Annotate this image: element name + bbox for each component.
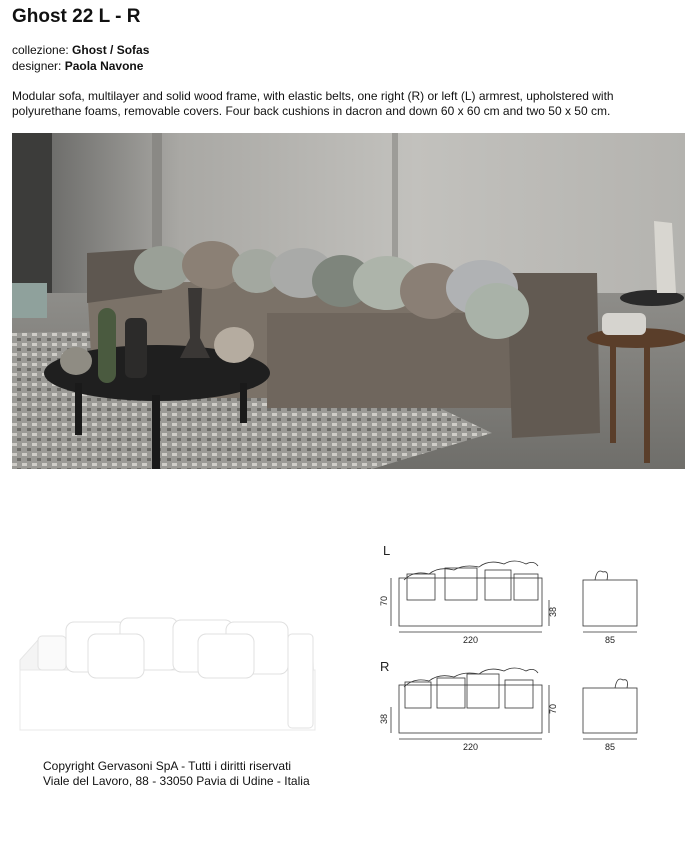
r-height-label: 70 (548, 703, 558, 714)
product-photo (12, 133, 685, 469)
designer-line (12, 59, 143, 73)
product-title: Ghost 22 L - R (12, 6, 141, 27)
sofa-product-sketch (18, 600, 318, 740)
address-line: Viale del Lavoro, 88 - 33050 Pavia di Udine - Italia (43, 774, 310, 788)
product-description: Modular sofa, multilayer and solid wood frame, with elastic belts, one right (R) or left (L) armrest, upholstered with polyurethane foams, removable covers. Four back cushions in dacron and down 60 x 60 cm and two 50 x 50 cm. (12, 89, 614, 118)
r-depth-label: 85 (605, 742, 616, 752)
copyright-line: Copyright Gervasoni SpA - Tutti i diritti riservati (43, 759, 292, 773)
collection-label: collezione: (12, 43, 69, 57)
designer-label: designer: (12, 59, 62, 73)
l-height-label: 70 (379, 595, 389, 606)
designer-value: Paola Navone (64, 59, 144, 73)
white-sofa-illustration (18, 600, 318, 740)
l-width-label: 220 (463, 635, 479, 645)
drawing-label-l: L (383, 543, 391, 558)
r-seat-label: 38 (379, 713, 389, 724)
r-width-label: 220 (463, 742, 479, 752)
technical-drawings (349, 540, 649, 760)
dimension-drawings (349, 540, 649, 760)
l-depth-label: 85 (605, 635, 616, 645)
collection-line (12, 43, 149, 57)
l-seat-label: 38 (548, 606, 558, 617)
collection-value: Ghost / Sofas (72, 43, 150, 57)
drawing-label-r: R (380, 659, 390, 674)
room-scene-illustration (12, 133, 685, 469)
